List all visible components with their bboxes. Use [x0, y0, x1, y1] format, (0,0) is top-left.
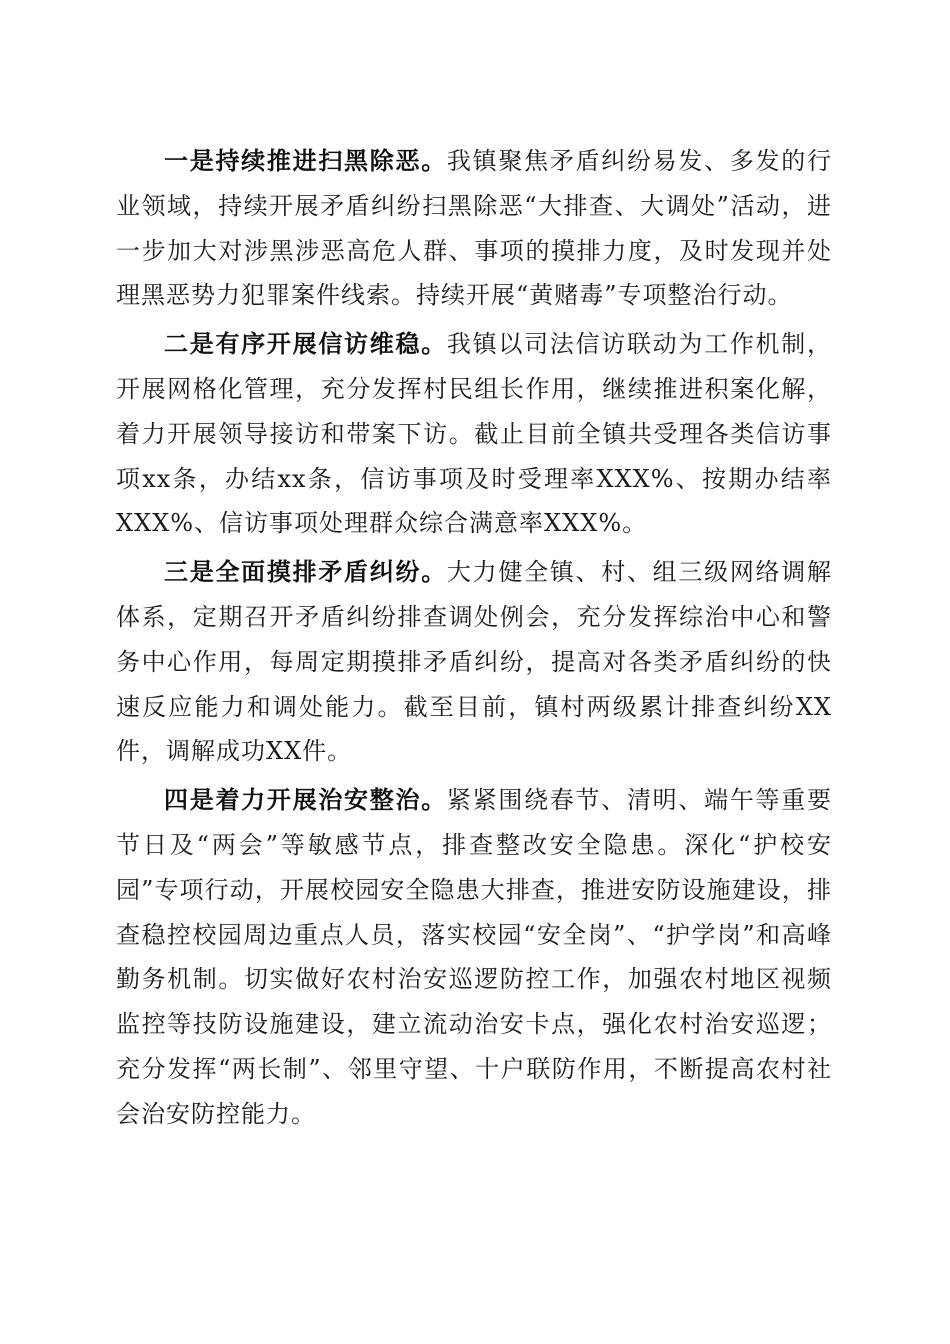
- paragraph-4: [116, 778, 832, 1136]
- paragraph-4-heading: 四是着力开展治安整治。: [164, 785, 447, 815]
- paragraph-2-heading: 二是有序开展信访维稳。: [164, 329, 447, 359]
- paragraph-2-text: 我镇以司法信访联动为工作机制，开展网格化管理，充分发挥村民组长作用，继续推进积案化解，着力开展领导接访和带案下访。截止目前全镇共受理各类信访事项xx条，办结xx条，信访事项及时受理率XXX%、按期办结率XXX%、信访事项处理群众综合满意率XXX%。: [116, 330, 833, 538]
- document-body: [116, 139, 832, 1141]
- paragraph-4-text: 紧紧围绕春节、清明、端午等重要节日及“两会”等敏感节点，排查整改安全隐患。深化“护校安园”专项行动，开展校园安全隐患大排查，推进安防设施建设，排查稳控校园周边重点人员，落实校园“安全岗”、“护学岗”和高峰勤务机制。切实做好农村治安巡逻防控工作，加强农村地区视频监控等技防设施建设，建立流动治安卡点，强化农村治安巡逻；充分发挥“两长制”、邻里守望、十户联防作用，不断提高农村社会治安防控能力。: [116, 786, 833, 1128]
- paragraph-1: [116, 139, 832, 318]
- paragraph-3-heading: 三是全面摸排矛盾纠纷。: [164, 557, 447, 587]
- paragraph-1-text: 我镇聚焦矛盾纠纷易发、多发的行业领域，持续开展矛盾纠纷扫黑除恶“大排查、大调处”活动，进一步加大对涉黑涉恶高危人群、事项的摸排力度，及时发现并处理黑恶势力犯罪案件线索。持续开展“黄赌毒”专项整治行动。: [116, 147, 833, 310]
- paragraph-3-text: 大力健全镇、村、组三级网络调解体系，定期召开矛盾纠纷排查调处例会，充分发挥综治中心和警务中心作用，每周定期摸排矛盾纠纷，提高对各类矛盾纠纷的快速反应能力和调处能力。截至目前，镇村两级累计排查纠纷XX件，调解成功XX件。: [116, 558, 833, 766]
- paragraph-2: [116, 322, 832, 546]
- paragraph-3: [116, 550, 832, 774]
- paragraph-1-heading: 一是持续推进扫黑除恶。: [164, 146, 447, 175]
